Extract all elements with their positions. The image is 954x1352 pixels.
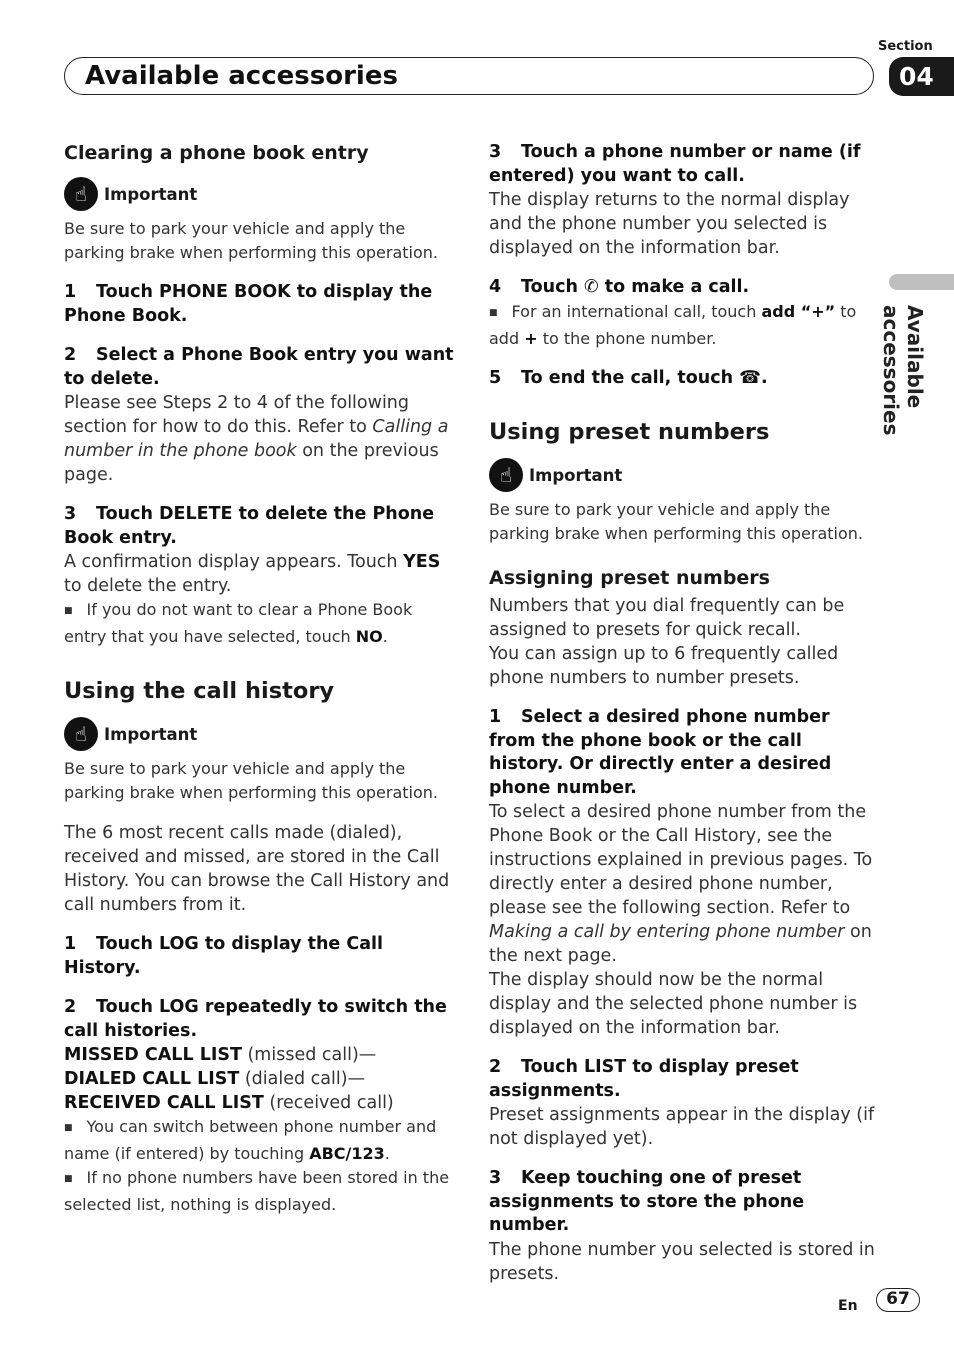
important-note xyxy=(64,717,456,751)
step-body: Please see Steps 2 to 4 of the following section for how to do this. Refer to Calling a number in the phone book on the previous page. xyxy=(64,393,449,485)
phone-call-icon: ✆ xyxy=(584,277,599,297)
important-text: Be sure to park your vehicle and apply the parking brake when performing this operation. xyxy=(489,500,863,543)
step: 4 Touch ✆ to make a call. xyxy=(489,277,750,297)
language-label: En xyxy=(838,1298,858,1314)
step: 3 Touch a phone number or name (if entered) you want to call. xyxy=(489,142,861,186)
left-column xyxy=(64,141,456,1217)
important-hand-icon: ☝ xyxy=(64,717,98,751)
clearing-title: Clearing a phone book entry xyxy=(64,142,369,164)
step: 2 Touch LOG repeatedly to switch the call histories. xyxy=(64,997,447,1041)
header-bar xyxy=(64,57,874,95)
important-note xyxy=(489,458,881,492)
section-label: Section xyxy=(878,39,933,54)
phone-hangup-icon: ☎ xyxy=(739,367,761,388)
step: 3 Touch DELETE to delete the Phone Book entry. xyxy=(64,504,435,548)
right-column xyxy=(489,141,881,1286)
important-text: Be sure to park your vehicle and apply the parking brake when performing this operation. xyxy=(64,759,438,802)
important-label: Important xyxy=(104,184,198,204)
step-body: The phone number you selected is stored in presets. xyxy=(489,1239,875,1284)
step-body: To select a desired phone number from the Phone Book or the Call History, see the instructions explained in previous pages. To directly enter a desired phone number, please see the following section. Refer to Making a call by entering phone number on the next page. xyxy=(489,802,873,966)
step: 3 Keep touching one of preset assignments to store the phone number. xyxy=(489,1168,805,1235)
step-body: A confirmation display appears. Touch YES to delete the entry. xyxy=(64,552,441,596)
important-label: Important xyxy=(529,465,623,485)
preset-title: Using preset numbers xyxy=(489,419,770,445)
important-note xyxy=(64,177,456,211)
assign-body: You can assign up to 6 frequently called phone numbers to number presets. xyxy=(489,644,839,688)
step: 1 Touch LOG to display the Call History. xyxy=(64,934,384,978)
side-tab-marker xyxy=(889,274,954,290)
step-body: The display should now be the normal display and the selected phone number is displayed on the information bar. xyxy=(489,970,858,1038)
important-hand-icon: ☝ xyxy=(489,458,523,492)
page-title: Available accessories xyxy=(85,61,398,91)
step: 1 Select a desired phone number from the phone book or the call history. Or directly enter a desired phone number. xyxy=(489,707,832,798)
important-text: Be sure to park your vehicle and apply the parking brake when performing this operation. xyxy=(64,219,438,262)
assign-title: Assigning preset numbers xyxy=(489,567,770,589)
step-body: Preset assignments appear in the display (if not displayed yet). xyxy=(489,1105,875,1149)
section-number: 04 xyxy=(889,57,954,96)
side-label: Available accessories xyxy=(879,305,927,436)
page-number: 67 xyxy=(876,1288,920,1312)
step: 1 Touch PHONE BOOK to display the Phone Book. xyxy=(64,282,433,326)
intro-text: The 6 most recent calls made (dialed), received and missed, are stored in the Call History. You can browse the Call History and call numbers from it. xyxy=(64,823,450,915)
step-body: The display returns to the normal display and the phone number you selected is displayed on the information bar. xyxy=(489,190,850,258)
important-hand-icon: ☝ xyxy=(64,177,98,211)
list-item: DIALED CALL LIST (dialed call)— xyxy=(64,1069,366,1089)
assign-body: Numbers that you dial frequently can be assigned to presets for quick recall. xyxy=(489,596,845,640)
bullet-note: ■ If you do not want to clear a Phone Book entry that you have selected, touch NO. xyxy=(64,598,456,649)
bullet-note: ■ You can switch between phone number and name (if entered) by touching ABC/123. xyxy=(64,1115,456,1166)
step: 2 Touch LIST to display preset assignments. xyxy=(489,1057,799,1101)
bullet-note: ■ If no phone numbers have been stored in the selected list, nothing is displayed. xyxy=(64,1166,456,1217)
list-item: MISSED CALL LIST (missed call)— xyxy=(64,1045,377,1065)
list-item: RECEIVED CALL LIST (received call) xyxy=(64,1093,394,1113)
step: 2 Select a Phone Book entry you want to delete. xyxy=(64,345,454,389)
important-label: Important xyxy=(104,724,198,744)
step: 5 To end the call, touch ☎. xyxy=(489,367,768,388)
bullet-note: ■ For an international call, touch add “+” to add + to the phone number. xyxy=(489,300,881,351)
history-title: Using the call history xyxy=(64,678,335,704)
